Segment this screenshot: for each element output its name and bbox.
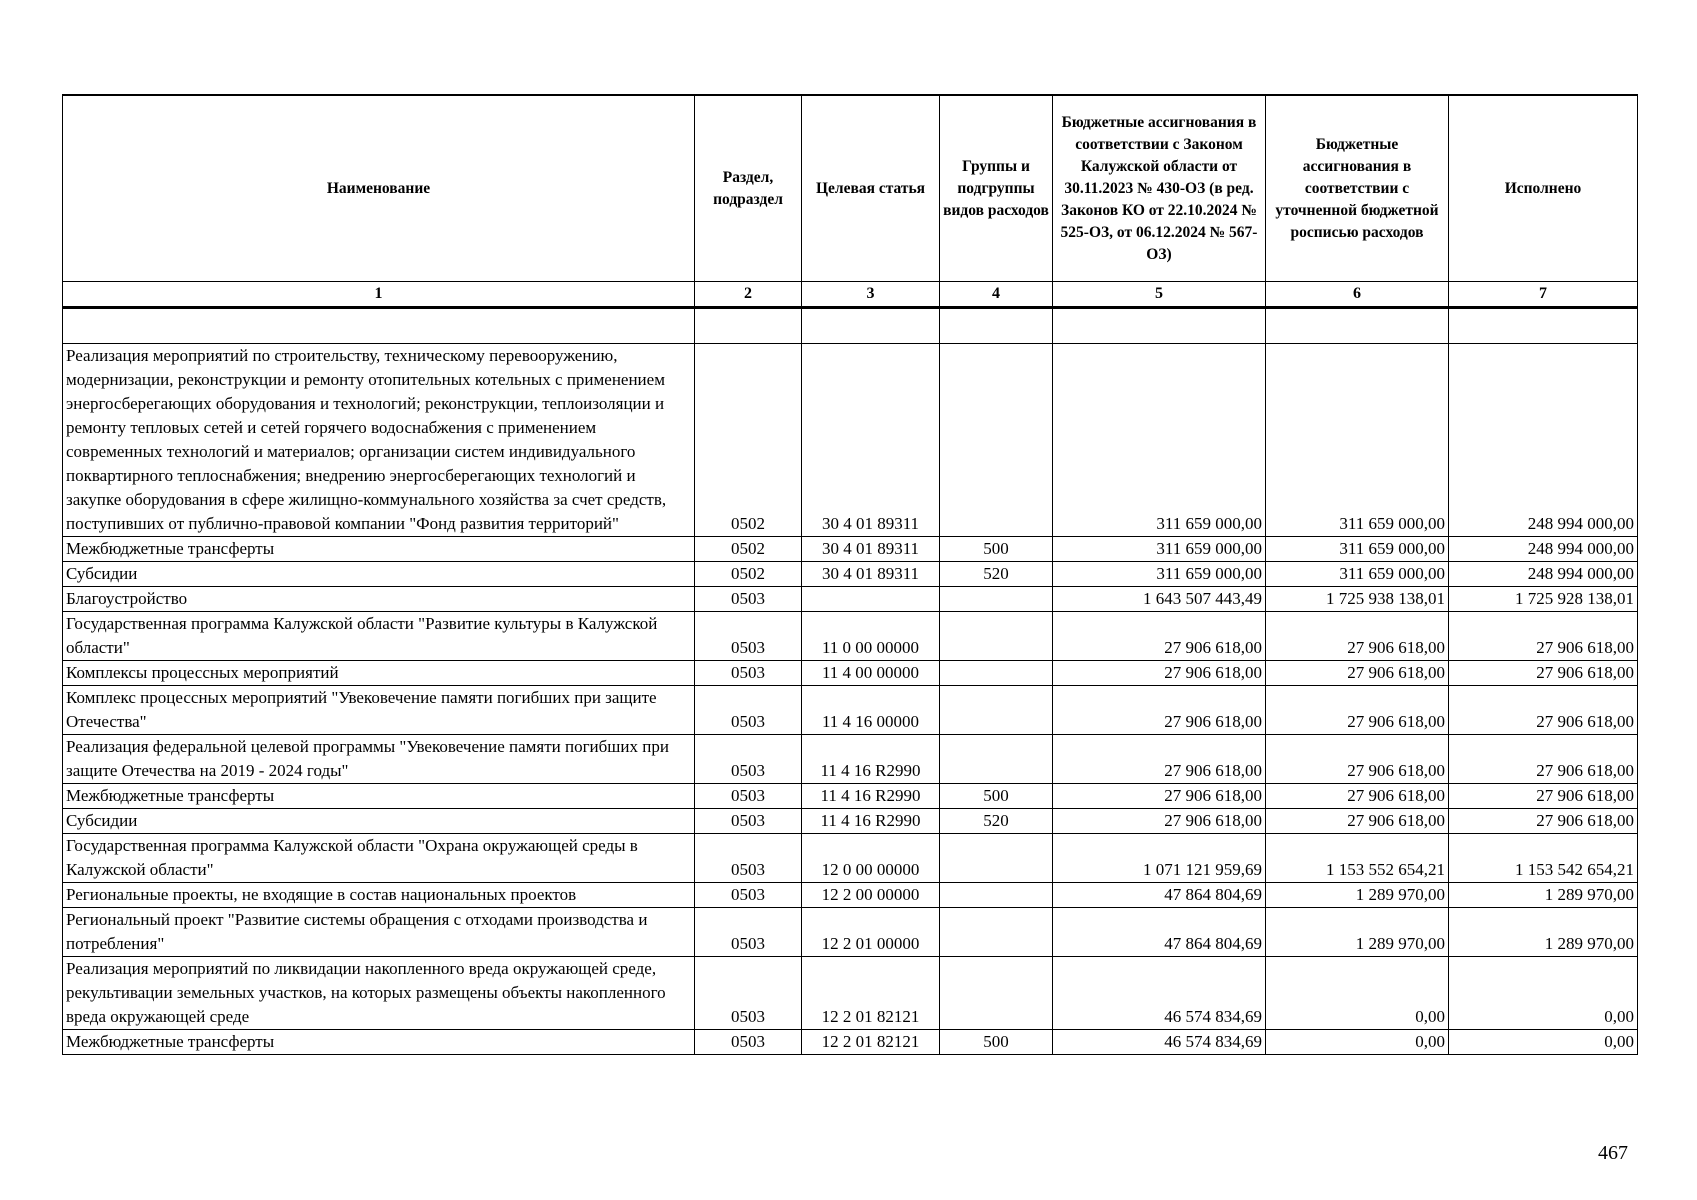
column-number: 2 — [695, 282, 802, 308]
table-row — [63, 686, 1638, 735]
spacer-row — [63, 308, 1638, 344]
cell-article: 11 4 16 R2990 — [802, 735, 940, 784]
cell-section: 0503 — [695, 957, 802, 1030]
header-executed: Исполнено — [1449, 95, 1638, 282]
cell-executed: 0,00 — [1449, 1030, 1638, 1055]
cell-name: Межбюджетные трансферты — [63, 537, 695, 562]
cell-article: 11 0 00 00000 — [802, 612, 940, 661]
cell-group: 520 — [940, 562, 1053, 587]
column-number-row — [63, 282, 1638, 308]
table-row — [63, 661, 1638, 686]
cell-section: 0503 — [695, 908, 802, 957]
cell-executed: 248 994 000,00 — [1449, 562, 1638, 587]
cell-executed: 27 906 618,00 — [1449, 784, 1638, 809]
cell-refined-allocation: 311 659 000,00 — [1266, 344, 1449, 537]
cell-name: Межбюджетные трансферты — [63, 784, 695, 809]
spacer-cell — [63, 308, 695, 344]
header-law-allocation: Бюджетные ассигнования в соответствии с Законом Калужской области от 30.11.2023 № 430-ОЗ (в ред. Законов КО от 22.10.2024 № 525-ОЗ, от 06.12.2024 № 567-ОЗ) — [1053, 95, 1266, 282]
header-article: Целевая статья — [802, 95, 940, 282]
cell-name: Межбюджетные трансферты — [63, 1030, 695, 1055]
cell-name: Благоустройство — [63, 587, 695, 612]
cell-law-allocation: 311 659 000,00 — [1053, 562, 1266, 587]
cell-section: 0503 — [695, 834, 802, 883]
cell-article: 11 4 16 R2990 — [802, 809, 940, 834]
cell-executed: 0,00 — [1449, 957, 1638, 1030]
cell-law-allocation: 27 906 618,00 — [1053, 809, 1266, 834]
cell-name: Реализация федеральной целевой программы "Увековечение памяти погибших при защите Отечества на 2019 - 2024 годы" — [63, 735, 695, 784]
cell-executed: 27 906 618,00 — [1449, 735, 1638, 784]
cell-group — [940, 957, 1053, 1030]
column-number: 5 — [1053, 282, 1266, 308]
column-number: 1 — [63, 282, 695, 308]
table-row — [63, 344, 1638, 537]
header-name: Наименование — [63, 95, 695, 282]
cell-article: 30 4 01 89311 — [802, 562, 940, 587]
cell-law-allocation: 46 574 834,69 — [1053, 1030, 1266, 1055]
cell-group — [940, 735, 1053, 784]
column-number: 6 — [1266, 282, 1449, 308]
cell-article: 12 2 00 00000 — [802, 883, 940, 908]
cell-refined-allocation: 27 906 618,00 — [1266, 612, 1449, 661]
table-row — [63, 908, 1638, 957]
spacer-cell — [1053, 308, 1266, 344]
cell-section: 0503 — [695, 686, 802, 735]
cell-name: Субсидии — [63, 809, 695, 834]
cell-section: 0503 — [695, 587, 802, 612]
table-row — [63, 957, 1638, 1030]
cell-executed: 27 906 618,00 — [1449, 809, 1638, 834]
spacer-cell — [802, 308, 940, 344]
cell-article: 11 4 00 00000 — [802, 661, 940, 686]
cell-section: 0502 — [695, 344, 802, 537]
table-row — [63, 1030, 1638, 1055]
header-group: Группы и подгруппы видов расходов — [940, 95, 1053, 282]
cell-law-allocation: 1 643 507 443,49 — [1053, 587, 1266, 612]
header-section: Раздел, подраздел — [695, 95, 802, 282]
table-row — [63, 735, 1638, 784]
table-row — [63, 809, 1638, 834]
page-number: 467 — [1598, 1142, 1628, 1164]
table-row — [63, 537, 1638, 562]
cell-section: 0503 — [695, 661, 802, 686]
cell-article: 30 4 01 89311 — [802, 344, 940, 537]
cell-law-allocation: 27 906 618,00 — [1053, 686, 1266, 735]
cell-section: 0503 — [695, 883, 802, 908]
cell-executed: 27 906 618,00 — [1449, 686, 1638, 735]
cell-refined-allocation: 0,00 — [1266, 957, 1449, 1030]
spacer-cell — [940, 308, 1053, 344]
cell-name: Субсидии — [63, 562, 695, 587]
cell-group — [940, 908, 1053, 957]
cell-name: Комплексы процессных мероприятий — [63, 661, 695, 686]
cell-name: Государственная программа Калужской области "Охрана окружающей среды в Калужской области" — [63, 834, 695, 883]
cell-refined-allocation: 27 906 618,00 — [1266, 686, 1449, 735]
table-row — [63, 834, 1638, 883]
cell-name: Региональные проекты, не входящие в состав национальных проектов — [63, 883, 695, 908]
cell-group — [940, 883, 1053, 908]
cell-name: Реализация мероприятий по ликвидации накопленного вреда окружающей среде, рекультивации земельных участков, на которых размещены объекты накопленного вреда окружающей среде — [63, 957, 695, 1030]
cell-refined-allocation: 27 906 618,00 — [1266, 784, 1449, 809]
cell-group — [940, 686, 1053, 735]
cell-executed: 27 906 618,00 — [1449, 612, 1638, 661]
header-row — [63, 95, 1638, 282]
cell-law-allocation: 27 906 618,00 — [1053, 735, 1266, 784]
spacer-cell — [1266, 308, 1449, 344]
cell-law-allocation: 27 906 618,00 — [1053, 784, 1266, 809]
cell-refined-allocation: 27 906 618,00 — [1266, 661, 1449, 686]
cell-law-allocation: 1 071 121 959,69 — [1053, 834, 1266, 883]
cell-refined-allocation: 27 906 618,00 — [1266, 735, 1449, 784]
cell-article: 12 0 00 00000 — [802, 834, 940, 883]
cell-section: 0503 — [695, 735, 802, 784]
cell-executed: 1 289 970,00 — [1449, 883, 1638, 908]
cell-name: Государственная программа Калужской области "Развитие культуры в Калужской области" — [63, 612, 695, 661]
cell-article: 11 4 16 00000 — [802, 686, 940, 735]
table-row — [63, 562, 1638, 587]
table-row — [63, 883, 1638, 908]
table-row — [63, 587, 1638, 612]
cell-executed: 248 994 000,00 — [1449, 344, 1638, 537]
cell-law-allocation: 47 864 804,69 — [1053, 883, 1266, 908]
cell-name: Реализация мероприятий по строительству, техническому перевооружению, модернизации, реконструкции и ремонту отопительных котельных с применением энергосберегающих оборудования и технологий; реконструкции, теплоизоляции и ремонту тепловых сетей и сетей горячего водоснабжения с применением современных технологий и материалов; организации систем индивидуального поквартирного теплоснабжения; внедрению энергосберегающих технологий и закупке оборудования в сфере жилищно-коммунального хозяйства за счет средств, поступивших от публично-правовой компании "Фонд развития территорий" — [63, 344, 695, 537]
cell-group: 500 — [940, 537, 1053, 562]
cell-law-allocation: 46 574 834,69 — [1053, 957, 1266, 1030]
table-row — [63, 612, 1638, 661]
cell-refined-allocation: 1 289 970,00 — [1266, 883, 1449, 908]
cell-law-allocation: 27 906 618,00 — [1053, 612, 1266, 661]
cell-group: 500 — [940, 784, 1053, 809]
cell-refined-allocation: 27 906 618,00 — [1266, 809, 1449, 834]
cell-refined-allocation: 311 659 000,00 — [1266, 562, 1449, 587]
cell-refined-allocation: 1 725 938 138,01 — [1266, 587, 1449, 612]
cell-name: Комплекс процессных мероприятий "Увековечение памяти погибших при защите Отечества" — [63, 686, 695, 735]
cell-law-allocation: 311 659 000,00 — [1053, 344, 1266, 537]
table-row — [63, 784, 1638, 809]
cell-section: 0503 — [695, 809, 802, 834]
column-number: 7 — [1449, 282, 1638, 308]
cell-article: 11 4 16 R2990 — [802, 784, 940, 809]
cell-article: 12 2 01 82121 — [802, 1030, 940, 1055]
cell-section: 0502 — [695, 537, 802, 562]
cell-group — [940, 344, 1053, 537]
cell-article: 30 4 01 89311 — [802, 537, 940, 562]
cell-executed: 1 289 970,00 — [1449, 908, 1638, 957]
header-refined-allocation: Бюджетные ассигнования в соответствии с уточненной бюджетной росписью расходов — [1266, 95, 1449, 282]
cell-refined-allocation: 1 289 970,00 — [1266, 908, 1449, 957]
cell-refined-allocation: 311 659 000,00 — [1266, 537, 1449, 562]
table-body — [63, 308, 1638, 1055]
cell-name: Региональный проект "Развитие системы обращения с отходами производства и потребления" — [63, 908, 695, 957]
cell-executed: 27 906 618,00 — [1449, 661, 1638, 686]
cell-article: 12 2 01 00000 — [802, 908, 940, 957]
cell-executed: 1 153 542 654,21 — [1449, 834, 1638, 883]
cell-group — [940, 612, 1053, 661]
budget-table — [62, 94, 1638, 1055]
cell-law-allocation: 27 906 618,00 — [1053, 661, 1266, 686]
cell-group — [940, 587, 1053, 612]
column-number: 3 — [802, 282, 940, 308]
cell-group — [940, 834, 1053, 883]
cell-law-allocation: 311 659 000,00 — [1053, 537, 1266, 562]
cell-section: 0503 — [695, 784, 802, 809]
cell-executed: 248 994 000,00 — [1449, 537, 1638, 562]
cell-section: 0503 — [695, 1030, 802, 1055]
cell-refined-allocation: 1 153 552 654,21 — [1266, 834, 1449, 883]
spacer-cell — [1449, 308, 1638, 344]
column-number: 4 — [940, 282, 1053, 308]
cell-refined-allocation: 0,00 — [1266, 1030, 1449, 1055]
cell-executed: 1 725 928 138,01 — [1449, 587, 1638, 612]
cell-group: 500 — [940, 1030, 1053, 1055]
cell-article: 12 2 01 82121 — [802, 957, 940, 1030]
cell-article — [802, 587, 940, 612]
cell-group: 520 — [940, 809, 1053, 834]
cell-section: 0503 — [695, 612, 802, 661]
cell-law-allocation: 47 864 804,69 — [1053, 908, 1266, 957]
cell-section: 0502 — [695, 562, 802, 587]
spacer-cell — [695, 308, 802, 344]
cell-group — [940, 661, 1053, 686]
